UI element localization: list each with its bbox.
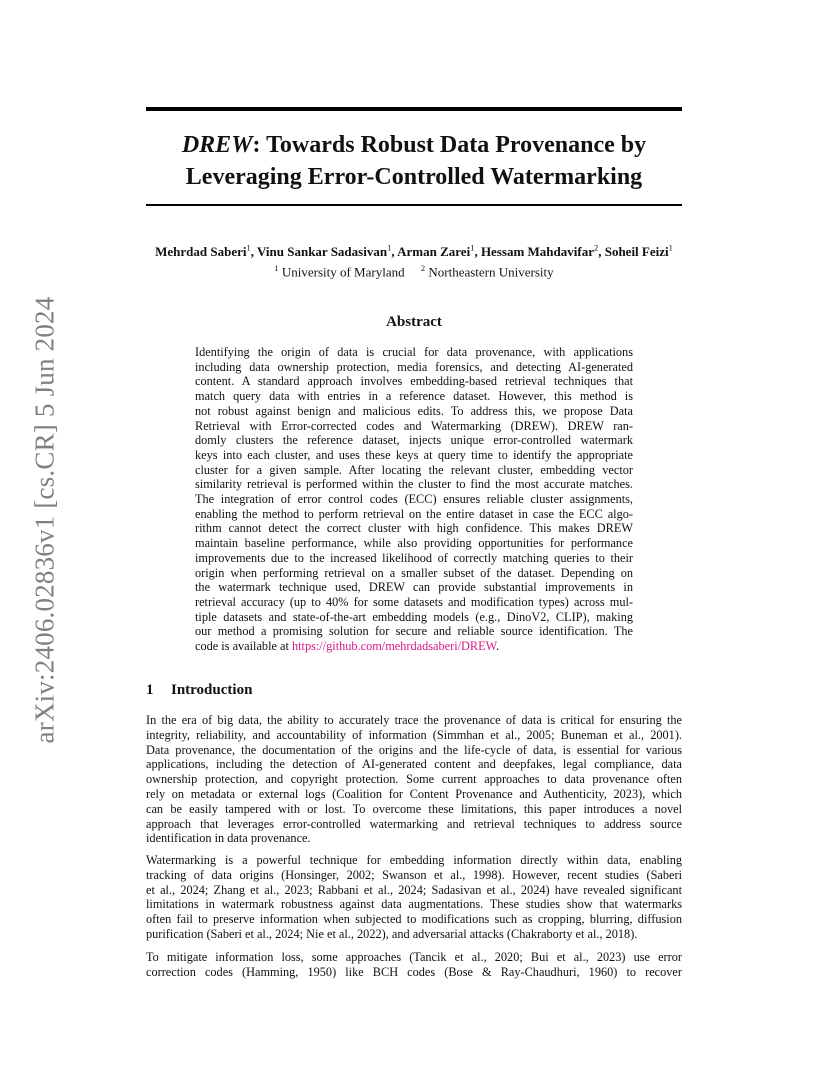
paragraph-line: To mitigate information loss, some approaches (Tancik et al., 2020; Bui et al., 2023) use error xyxy=(146,950,682,964)
paragraph-line: often fail to preserve information when subjected to modifications such as cropping, blurring, diffusion xyxy=(146,912,682,927)
title-top-rule xyxy=(146,107,682,111)
abstract-line: enabling the method to perform retrieval on the entire dataset in case the ECC algo- xyxy=(195,506,633,521)
abstract-line: Retrieval with Error-corrected codes and Watermarking (DREW). DREW ran- xyxy=(195,418,633,433)
abstract-line: origin when performing retrieval on a smaller subset of the dataset. Depending on xyxy=(195,565,633,580)
affiliation-mark: 1 xyxy=(274,263,279,274)
abstract-line: not robust against benign and malicious edits. To address this, we propose Data xyxy=(195,403,633,418)
title-line-1 xyxy=(146,129,682,161)
abstract-body xyxy=(195,345,633,654)
author-name: Vinu Sankar Sadasivan xyxy=(257,244,388,260)
abstract-line: keys into each cluster, and uses these keys at query time to identify the appropriate xyxy=(195,447,633,462)
github-repository-link[interactable]: https://github.com/mehrdadsaberi/DREW xyxy=(291,639,497,654)
paragraph-line: approach that leverages error-controlled watermarking and retrieval techniques to address source xyxy=(146,816,682,831)
abstract-line: retrieval accuracy (up to 40% for some datasets and modification types) across mul- xyxy=(195,594,633,609)
abstract-line: domly clusters the reference dataset, injects unique error-controlled watermark xyxy=(195,433,633,448)
paper-title xyxy=(146,129,682,193)
author-name: Hessam Mahdavifar xyxy=(480,244,594,260)
abstract-line: tiple datasets and state-of-the-art embedding models (e.g., DinoV2, CLIP), making xyxy=(195,609,633,624)
abstract-line: including data ownership protection, media forensics, and detecting AI-generated xyxy=(195,359,633,374)
paragraph xyxy=(146,713,682,846)
abstract-line: similarity retrieval is performed within the cluster to find the most accurate matches. xyxy=(195,477,633,492)
abstract-line: cluster for a given sample. After locating the relevant cluster, embedding vector xyxy=(195,462,633,477)
section-title: Introduction xyxy=(171,682,253,698)
abstract-line: improvements due to the increased likelihood of correctly matching queries to their xyxy=(195,550,633,565)
title-line-2: Leveraging Error-Controlled Watermarking xyxy=(185,164,643,190)
paragraph-line: integrity, reliability, and accountability of information (Simmhan et al., 2005; Buneman et al., 2001). xyxy=(146,727,682,742)
abstract-line: the watermark technique used, DREW can provide substantial improvements in xyxy=(195,580,633,595)
paragraph-line: correction codes (Hamming, 1950) like BCH codes (Bose & Ray-Chaudhuri, 1960) to recover xyxy=(146,964,682,979)
paragraph-line: In the era of big data, the ability to accurately trace the provenance of data is critical for ensuring the xyxy=(146,713,682,727)
abstract-line: Identifying the origin of data is crucial for data provenance, with applications xyxy=(195,345,633,359)
paragraph-line: Data provenance, the documentation of the origins and the life-cycle of data, is essential for various xyxy=(146,742,682,757)
author-names: Mehrdad Saberi$^1$, Vinu Sankar Sadasivan$^1$, Arman Zarei$^1$, Hessam Mahdavifar$^2$, Soheil Feizi$^1$ xyxy=(155,243,673,260)
paragraph-line: limitations in watermark robustness against data augmentations. These studies show that watermarks xyxy=(146,897,682,912)
paragraph-line: et al., 2024; Zhang et al., 2023; Rabbani et al., 2024; Sadasivan et al., 2024) have revealed significant xyxy=(146,882,682,897)
title-bottom-rule xyxy=(146,204,682,206)
paragraph-line: identification in data provenance. xyxy=(146,831,311,846)
abstract-line: The integration of error control codes (ECC) ensures reliable cluster assignments, xyxy=(195,492,633,507)
abstract-code-availability-text: code is available at xyxy=(195,639,292,654)
paragraph-line: purification (Saberi et al., 2024; Nie et al., 2022), and adversarial attacks (Chakraborty et al., 2018). xyxy=(146,926,638,941)
abstract-heading: Abstract xyxy=(386,314,442,330)
abstract-line: our method a promising solution for secure and reliable source identification. The xyxy=(195,624,633,639)
author-name: Mehrdad Saberi xyxy=(155,244,247,260)
paragraph-line: can be easily tampered with or lost. To overcome these limitations, this paper introduces a novel xyxy=(146,801,682,816)
author-affiliation-mark: 2 xyxy=(593,243,599,253)
author-affiliation-mark: 1 xyxy=(246,243,251,253)
paragraph xyxy=(146,853,682,942)
abstract-end-punctuation: . xyxy=(496,639,500,654)
section-number: 1 xyxy=(146,682,154,698)
paragraph-line: Watermarking is a powerful technique for embedding information directly within data, enabling xyxy=(146,853,682,867)
paragraph-line: applications, including the detection of AI-generated content and deepfakes, legal compliance, data xyxy=(146,757,682,772)
paragraph-line: rely on metadata or external logs (Coalition for Content Provenance and Authenticity, 2023), which xyxy=(146,786,682,801)
abstract-line: match query data with entries in a reference dataset. However, this method is xyxy=(195,389,633,404)
author-name: Soheil Feizi xyxy=(604,244,669,260)
affiliation-2: Northeastern University xyxy=(428,264,554,280)
affiliation-mark: 2 xyxy=(420,263,426,274)
abstract-last-line xyxy=(195,639,633,654)
abstract-line: content. A standard approach involves embedding-based retrieval techniques that xyxy=(195,374,633,389)
abstract-line: rithm cannot detect the correct cluster with high confidence. This makes DREW xyxy=(195,521,633,536)
author-name: Arman Zarei xyxy=(397,244,471,260)
affiliations xyxy=(110,260,718,280)
paragraph xyxy=(146,950,682,980)
section-heading-introduction xyxy=(146,680,252,700)
author-affiliation-mark: 1 xyxy=(470,243,475,253)
paragraph-line: ownership protection, and copyright protection. Some current approaches to data provenance often xyxy=(146,772,682,787)
abstract-line: maintain baseline performance, while also providing opportunities for performance xyxy=(195,536,633,551)
author-block xyxy=(110,240,718,281)
title-line-1-rest: : Towards Robust Data Provenance by xyxy=(252,132,647,158)
affiliation-1: University of Maryland xyxy=(281,264,405,280)
paragraph-line: tracking of data origins (Honsinger, 2002; Swanson et al., 1998). However, recent studies (Saberi xyxy=(146,867,682,882)
arxiv-identifier-stamp: arXiv:2406.02836v1 [cs.CR] 5 Jun 2024 xyxy=(29,296,60,744)
author-affiliation-mark: 1 xyxy=(387,243,392,253)
author-affiliation-mark: 1 xyxy=(668,243,673,253)
title-emphasis: DREW xyxy=(181,132,253,158)
